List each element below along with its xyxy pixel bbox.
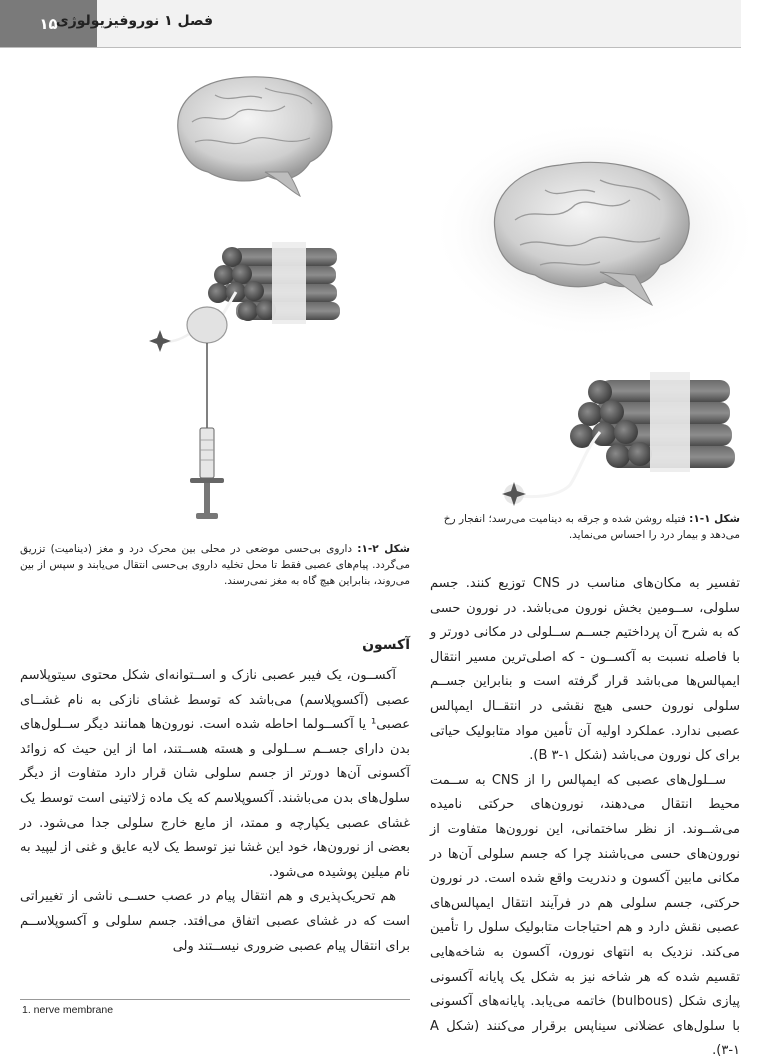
figure-1-2 — [149, 77, 340, 519]
dynamite-bundle — [520, 372, 735, 497]
caption-label: شکل ۱-۱: — [689, 513, 740, 525]
anesthetic-bubble — [162, 307, 227, 343]
figure-1-2-caption — [20, 541, 410, 589]
syringe-icon — [190, 343, 224, 519]
paragraph: ســلول‌های عصبی که ایمپالس را از CNS به ســمت محیط انتقال می‌دهند، نورون‌های حرکتی نامیده می‌شــوند. از نظر ساختمانی، این نورون‌ها متفاوت از نورون‌های حسی می‌باشند چرا که جسم سلولی آن‌ها در مکانی مابین آکسون و دندریت واقع شده است. در نورون حرکتی، جسم سلولی هم در فرآیند انتقال ایمپالس‌های عصبی نقش دارد و هم احتیاجات متابولیک سلول را تأمین می‌کند. نزدیک به انتهای نورون، آکسون به شاخه‌هایی تقسیم شده که هر شاخه نیز به شکل یک پایانه آکسونی پیازی شکل (bulbous) خاتمه می‌یابد. پایانه‌های آکسونی با سلول‌های عضلانی سیناپس برقرار می‌کنند (شکل A ۳-۱). — [430, 772, 740, 1059]
caption-label: شکل ۲-۱: — [357, 543, 411, 555]
footnote: 1. nerve membrane — [22, 1004, 114, 1016]
caption-text: فتیله روشن شده و جرقه به دینامیت می‌رسد؛ انفجار رخ می‌دهد و بیمار درد را احساس می‌نماید. — [443, 513, 740, 541]
brain-image-small — [178, 77, 332, 196]
figure-1-1 — [430, 120, 760, 506]
figure-illustrations — [0, 60, 761, 560]
figure-1-1-caption — [430, 511, 740, 543]
dynamite-bundle-small — [208, 242, 340, 325]
paragraph: آکســون، یک فیبر عصبی نازک و اســتوانه‌ای شکل محتوی سیتوپلاسم عصبی (آکسوپلاسم) می‌باشد که توسط غشای نازکی به نام غشــای عصبی¹ یا آکســولما احاطه شده است. نورون‌ها همانند دیگر ســلول‌های بدن دارای جســم ســلولی و هسته هســتند، اما از این حیث که زوائد آکسونی آن‌ها دورتر از جسم سلولی شان قرار دارد متفاوت از دیگر سلول‌های بدن می‌باشند. آکسوپلاسم که یک ماده ژلاتینی است توسط یک غشای عصبی یکپارچه و ممتد، از مایع خارج سلولی جدا می‌شود. در بعضی از نورون‌ها، خود این غشا نیز توسط یک لایه عایق و غنی از لیپید به نام میلین پوشیده می‌شود. — [20, 668, 410, 880]
paragraph: هم تحریک‌پذیری و هم انتقال پیام در عصب حســی ناشی از تغییراتی است که در غشای عصبی اتفاق می‌افتد. جسم سلولی و آکسوپلاســم برای انتقال پیام عصبی ضروری نیســتند ولی — [20, 889, 410, 954]
page-header — [0, 0, 741, 48]
spark-icon — [502, 482, 526, 506]
paragraph: تفسیر به مکان‌های مناسب در CNS توزیع کنند. جسم سلولی، ســومین بخش نورون می‌باشد. در نورون حسی که به شرح آن پرداختیم جســم ســلولی در مکانی دورتر و با فاصله نسبت به آکســون - که اصلی‌ترین مسیر انتقال ایمپالس‌ها می‌باشد قرار گرفته است و بنابراین جســم سلولی نورون حسی هیچ نقشی در انتقــال ایمپالس عصبی ندارد. عملکرد اولیه آن تأمین مواد متابولیک حیاتی برای کل نورون می‌باشد (شکل B ۳-۱). — [430, 576, 740, 764]
page-number: ۱۵ — [0, 0, 97, 47]
left-column — [20, 664, 410, 959]
spark-icon-small — [149, 330, 171, 352]
chapter-title: فصل ۱ نوروفیزیولوژی — [55, 13, 213, 29]
section-title-axon: آکسون — [362, 637, 410, 653]
caption-text: داروی بی‌حسی موضعی در محلی بین محرک درد و مغز (دینامیت) تزریق می‌گردد. پیام‌های عصبی فقط تا محل تخلیه داروی بی‌حسی انتقال می‌یابند و سپس از بین می‌روند، بنابراین هیچ گاه به مغز نمی‌رسند. — [20, 543, 410, 587]
right-column — [430, 572, 740, 1064]
footnote-divider — [20, 999, 410, 1000]
